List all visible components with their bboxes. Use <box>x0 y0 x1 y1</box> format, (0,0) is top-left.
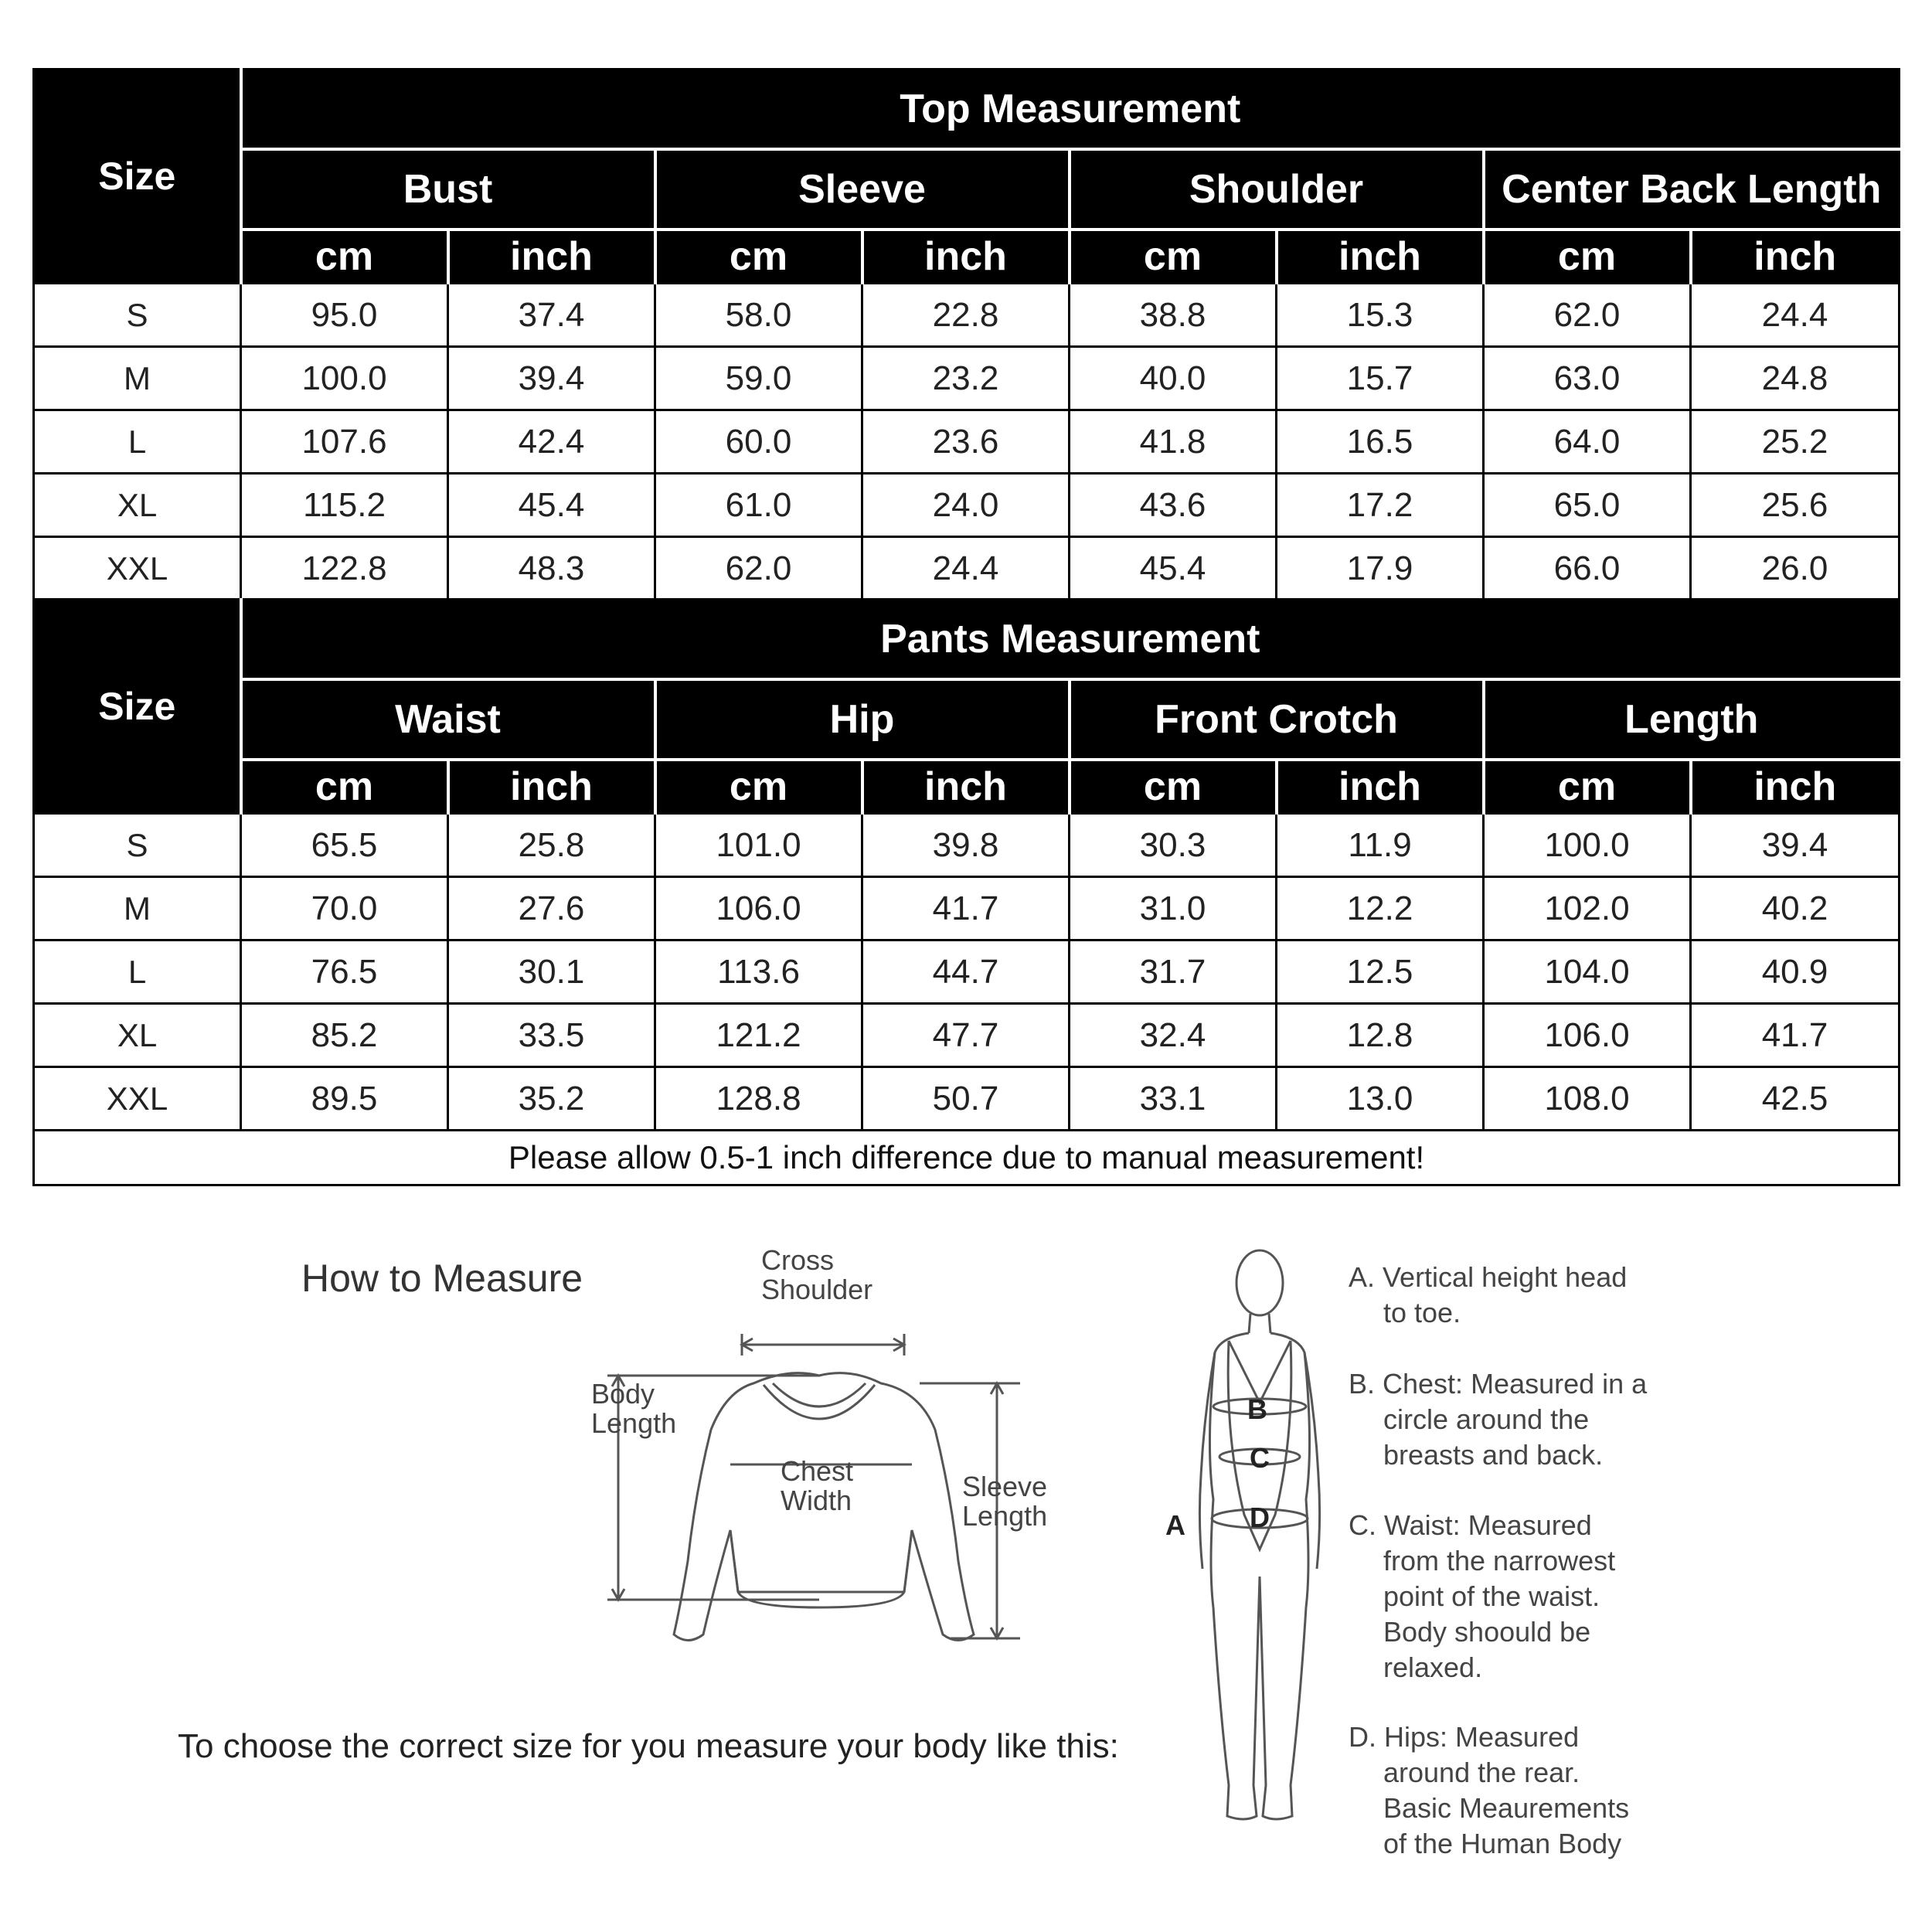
unit-header: cm <box>1484 230 1691 284</box>
value-cell: 24.8 <box>1691 347 1900 410</box>
value-cell: 122.8 <box>241 537 448 600</box>
unit-header: cm <box>241 760 448 814</box>
size-cell: XL <box>34 474 241 537</box>
value-cell: 104.0 <box>1484 940 1691 1004</box>
value-cell: 48.3 <box>448 537 655 600</box>
value-cell: 38.8 <box>1070 284 1277 347</box>
body-letter-c: C <box>1250 1442 1270 1474</box>
table-row <box>34 1067 1900 1131</box>
value-cell: 33.5 <box>448 1004 655 1067</box>
size-header: Size <box>34 600 241 814</box>
label-line: Chest <box>781 1455 854 1487</box>
body-letter-a: A <box>1165 1509 1185 1541</box>
value-cell: 40.0 <box>1070 347 1277 410</box>
size-cell: S <box>34 284 241 347</box>
table-row <box>34 537 1900 600</box>
measurement-note: Please allow 0.5-1 inch difference due to manual measurement! <box>34 1131 1900 1185</box>
legend-line: of the Human Body <box>1383 1828 1622 1859</box>
unit-header: inch <box>448 230 655 284</box>
value-cell: 40.2 <box>1691 877 1900 940</box>
label-line: Length <box>962 1499 1048 1532</box>
group-header: Sleeve <box>655 149 1070 230</box>
value-cell: 15.3 <box>1277 284 1484 347</box>
legend-item-d <box>1349 1719 1750 1862</box>
value-cell: 100.0 <box>1484 814 1691 877</box>
value-cell: 17.2 <box>1277 474 1484 537</box>
unit-header: cm <box>241 230 448 284</box>
table-row <box>34 1004 1900 1067</box>
label-line: Body <box>591 1378 655 1410</box>
unit-header: inch <box>862 230 1070 284</box>
label-line: Sleeve <box>962 1471 1048 1502</box>
pants-measurement-table <box>32 598 1900 1186</box>
value-cell: 40.9 <box>1691 940 1900 1004</box>
unit-header: cm <box>1484 760 1691 814</box>
group-header: Length <box>1484 679 1900 760</box>
unit-header: inch <box>862 760 1070 814</box>
value-cell: 128.8 <box>655 1067 862 1131</box>
value-cell: 101.0 <box>655 814 862 877</box>
legend-line: relaxed. <box>1383 1651 1483 1683</box>
unit-header: cm <box>1070 230 1277 284</box>
value-cell: 27.6 <box>448 877 655 940</box>
value-cell: 76.5 <box>241 940 448 1004</box>
size-cell: S <box>34 814 241 877</box>
instruction-text: To choose the correct size for you measure your body like this: <box>178 1727 1119 1765</box>
value-cell: 12.8 <box>1277 1004 1484 1067</box>
value-cell: 62.0 <box>655 537 862 600</box>
value-cell: 39.4 <box>1691 814 1900 877</box>
value-cell: 31.7 <box>1070 940 1277 1004</box>
legend-line: around the rear. <box>1383 1757 1580 1788</box>
table-title: Top Measurement <box>241 70 1900 150</box>
group-header: Hip <box>655 679 1070 760</box>
value-cell: 44.7 <box>862 940 1070 1004</box>
value-cell: 30.1 <box>448 940 655 1004</box>
value-cell: 24.0 <box>862 474 1070 537</box>
unit-header: cm <box>655 230 862 284</box>
unit-header: cm <box>1070 760 1277 814</box>
value-cell: 58.0 <box>655 284 862 347</box>
value-cell: 89.5 <box>241 1067 448 1131</box>
table-row <box>34 410 1900 474</box>
legend-line: circle around the <box>1383 1403 1590 1435</box>
legend-item-a <box>1349 1260 1750 1331</box>
legend-line: C. Waist: Measured <box>1349 1509 1592 1541</box>
value-cell: 24.4 <box>862 537 1070 600</box>
body-letter-d: D <box>1250 1502 1270 1533</box>
value-cell: 35.2 <box>448 1067 655 1131</box>
value-cell: 25.8 <box>448 814 655 877</box>
table-row <box>34 940 1900 1004</box>
value-cell: 65.5 <box>241 814 448 877</box>
value-cell: 26.0 <box>1691 537 1900 600</box>
unit-header: inch <box>1277 760 1484 814</box>
label-line: Shoulder <box>761 1273 873 1305</box>
group-header: Center Back Length <box>1484 149 1900 230</box>
value-cell: 41.7 <box>1691 1004 1900 1067</box>
label-line: Length <box>591 1406 677 1439</box>
value-cell: 13.0 <box>1277 1067 1484 1131</box>
table-row <box>34 474 1900 537</box>
table-row <box>34 347 1900 410</box>
value-cell: 47.7 <box>862 1004 1070 1067</box>
value-cell: 100.0 <box>241 347 448 410</box>
size-cell: L <box>34 410 241 474</box>
label-line: Cross <box>761 1244 835 1276</box>
legend-line: point of the waist. <box>1383 1580 1600 1612</box>
value-cell: 25.2 <box>1691 410 1900 474</box>
value-cell: 12.5 <box>1277 940 1484 1004</box>
value-cell: 33.1 <box>1070 1067 1277 1131</box>
value-cell: 23.2 <box>862 347 1070 410</box>
value-cell: 45.4 <box>448 474 655 537</box>
size-cell: XL <box>34 1004 241 1067</box>
value-cell: 30.3 <box>1070 814 1277 877</box>
value-cell: 32.4 <box>1070 1004 1277 1067</box>
value-cell: 107.6 <box>241 410 448 474</box>
value-cell: 108.0 <box>1484 1067 1691 1131</box>
table-row <box>34 814 1900 877</box>
size-cell: L <box>34 940 241 1004</box>
group-header: Waist <box>241 679 655 760</box>
value-cell: 45.4 <box>1070 537 1277 600</box>
size-cell: M <box>34 877 241 940</box>
legend-line: from the narrowest <box>1383 1545 1616 1577</box>
legend-line: B. Chest: Measured in a <box>1349 1368 1648 1400</box>
value-cell: 65.0 <box>1484 474 1691 537</box>
value-cell: 61.0 <box>655 474 862 537</box>
size-cell: XXL <box>34 1067 241 1131</box>
table-row <box>34 877 1900 940</box>
value-cell: 42.5 <box>1691 1067 1900 1131</box>
value-cell: 41.7 <box>862 877 1070 940</box>
group-header: Bust <box>241 149 655 230</box>
value-cell: 60.0 <box>655 410 862 474</box>
legend-line: Basic Meaurements <box>1383 1792 1630 1824</box>
legend-line: breasts and back. <box>1383 1439 1604 1471</box>
value-cell: 39.8 <box>862 814 1070 877</box>
value-cell: 115.2 <box>241 474 448 537</box>
legend-line: to toe. <box>1383 1297 1461 1328</box>
value-cell: 62.0 <box>1484 284 1691 347</box>
value-cell: 17.9 <box>1277 537 1484 600</box>
group-header: Front Crotch <box>1070 679 1484 760</box>
how-to-measure-title: How to Measure <box>301 1257 583 1300</box>
value-cell: 102.0 <box>1484 877 1691 940</box>
chest-width-label <box>781 1457 853 1515</box>
unit-header: cm <box>655 760 862 814</box>
legend-line: Body shoould be <box>1383 1616 1591 1648</box>
value-cell: 85.2 <box>241 1004 448 1067</box>
value-cell: 31.0 <box>1070 877 1277 940</box>
value-cell: 95.0 <box>241 284 448 347</box>
unit-header: inch <box>448 760 655 814</box>
value-cell: 113.6 <box>655 940 862 1004</box>
label-line: Width <box>781 1484 852 1516</box>
table-title: Pants Measurement <box>241 600 1900 680</box>
value-cell: 43.6 <box>1070 474 1277 537</box>
size-header: Size <box>34 70 241 284</box>
unit-header: inch <box>1691 760 1900 814</box>
value-cell: 12.2 <box>1277 877 1484 940</box>
value-cell: 50.7 <box>862 1067 1070 1131</box>
value-cell: 42.4 <box>448 410 655 474</box>
value-cell: 24.4 <box>1691 284 1900 347</box>
top-measurement-table <box>32 68 1900 601</box>
human-body-illustration <box>1182 1244 1337 1832</box>
sleeve-length-label <box>962 1472 1047 1531</box>
group-header: Shoulder <box>1070 149 1484 230</box>
unit-header: inch <box>1277 230 1484 284</box>
table-row <box>34 284 1900 347</box>
size-cell: XXL <box>34 537 241 600</box>
unit-header: inch <box>1691 230 1900 284</box>
legend-item-c <box>1349 1508 1750 1685</box>
value-cell: 70.0 <box>241 877 448 940</box>
value-cell: 121.2 <box>655 1004 862 1067</box>
value-cell: 63.0 <box>1484 347 1691 410</box>
legend-line: A. Vertical height head <box>1349 1261 1628 1293</box>
legend-item-b <box>1349 1366 1750 1473</box>
value-cell: 59.0 <box>655 347 862 410</box>
value-cell: 25.6 <box>1691 474 1900 537</box>
value-cell: 23.6 <box>862 410 1070 474</box>
value-cell: 106.0 <box>1484 1004 1691 1067</box>
value-cell: 37.4 <box>448 284 655 347</box>
value-cell: 41.8 <box>1070 410 1277 474</box>
cross-shoulder-label <box>761 1246 872 1304</box>
value-cell: 22.8 <box>862 284 1070 347</box>
body-letter-b: B <box>1247 1393 1267 1425</box>
size-cell: M <box>34 347 241 410</box>
body-length-label <box>591 1379 676 1438</box>
value-cell: 16.5 <box>1277 410 1484 474</box>
value-cell: 64.0 <box>1484 410 1691 474</box>
value-cell: 11.9 <box>1277 814 1484 877</box>
value-cell: 39.4 <box>448 347 655 410</box>
value-cell: 15.7 <box>1277 347 1484 410</box>
legend-line: D. Hips: Measured <box>1349 1721 1580 1753</box>
value-cell: 106.0 <box>655 877 862 940</box>
value-cell: 66.0 <box>1484 537 1691 600</box>
